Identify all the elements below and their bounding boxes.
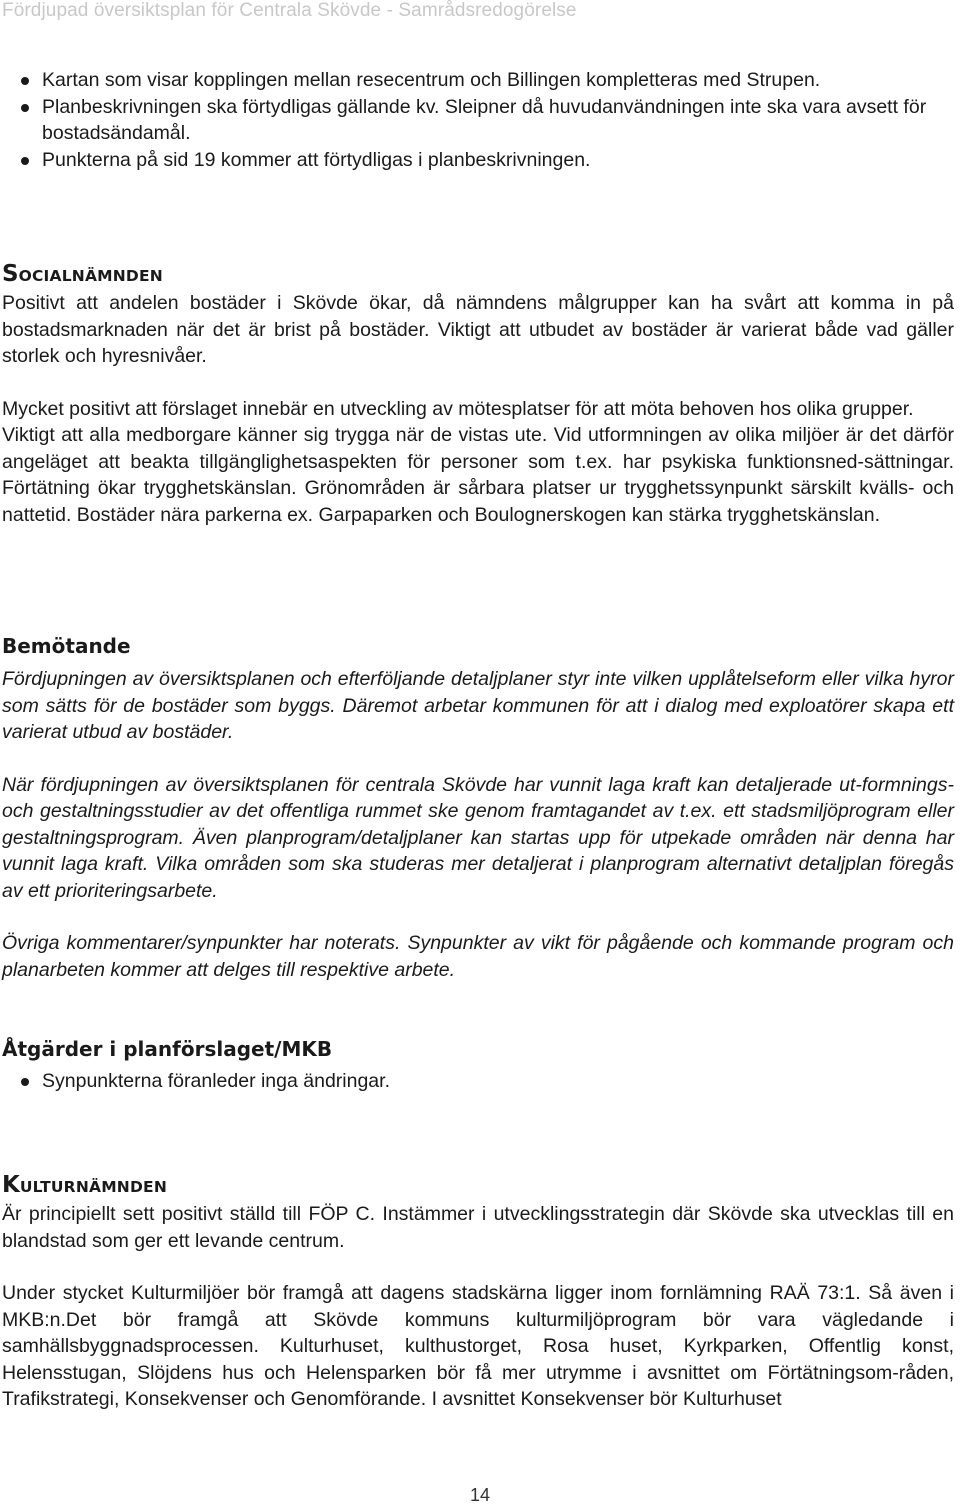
paragraph: Under stycket Kulturmiljöer bör framgå att dagens stadskärna ligger inom fornlämning RAÄ 73:1. Så även i MKB:n.Det bör framgå att Skövde kommuns kulturmiljöprogram bör vara vägledande i samhällsbyggnadsprocessen. Kulturhuset, kulthustorget, Rosa huset, Kyrkparken, Offentlig konst, Helensstugan, Slöjdens hus och Helensparken bör få mer utrymme i avsnittet om Förtätningsom-råden, Trafikstrategi, Konsekvenser och Genomförande. I avsnittet Konsekvenser bör Kulturhuset bbox=[2, 1282, 954, 1410]
paragraph: Övriga kommentarer/synpunkter har noterats. Synpunkter av vikt för pågående och kommande program och planarbeten kommer att delges till respektive arbete. bbox=[2, 932, 954, 981]
section-socialnamnden bbox=[2, 262, 954, 528]
section-bemotande bbox=[2, 634, 954, 983]
intro-bullet-list bbox=[2, 67, 954, 173]
paragraph: Viktigt att alla medborgare känner sig trygga när de vistas ute. Vid utformningen av olika miljöer är det därför angeläget att beakta tillgänglighetsaspekten för personer som t.ex. har psykiska funktionsned-sättningar. Förtätning ökar trygghetskänslan. Grönområden är sårbara platser ur trygghetssynpunkt särskilt kvälls- och nattetid. Bostäder nära parkerna ex. Garpaparken och Boulognerskogen kan stärka trygghetskänslan. bbox=[2, 424, 954, 526]
paragraph: Är principiellt sett positivt ställd till FÖP C. Instämmer i utvecklingsstrategin där Skövde ska utvecklas till en blandstad som ger ett levande centrum. bbox=[2, 1203, 954, 1252]
paragraph: Mycket positivt att förslaget innebär en utveckling av mötesplatser för att möta behoven hos olika grupper. bbox=[2, 397, 914, 420]
list-item: Synpunkterna föranleder inga ändringar. bbox=[2, 1068, 954, 1095]
running-header: Fördjupad översiktsplan för Centrala Skövde - Samrådsredogörelse bbox=[2, 0, 577, 21]
section-atgarder bbox=[2, 1037, 954, 1095]
section-kulturnamnden bbox=[2, 1173, 954, 1413]
list-item: Kartan som visar kopplingen mellan resecentrum och Billingen kompletteras med Strupen. bbox=[2, 67, 954, 94]
list-item: Planbeskrivningen ska förtydligas gällande kv. Sleipner då huvudanvändningen inte ska vara avsett för bostadsändamål. bbox=[2, 94, 954, 147]
section-heading: SOCIALNÄMNDEN bbox=[2, 261, 163, 287]
paragraph: Fördjupningen av översiktsplanen och efterföljande detaljplaner styr inte vilken upplåtelseform eller vilka hyror som sätts för de bostäder som byggs. Däremot arbetar kommunen för att i dialog med exploatörer skapa ett varierat utbud av bostäder. bbox=[2, 668, 954, 743]
paragraph: När fördjupningen av översiktsplanen för centrala Skövde har vunnit laga kraft kan detaljerade ut-formnings- och gestaltningsstudier av det offentliga rummet ske genom framtagandet av t.ex. ett stadsmiljöprogram eller gestaltningsprogram. Även planprogram/detaljplaner kan startas upp för utpekade områden när denna har vunnit laga kraft. Vilka områden som ska studeras mer detaljerat i planprogram alternativt detaljplan föregås av ett prioriteringsarbete. bbox=[2, 773, 954, 902]
section-heading: KULTURNÄMNDEN bbox=[2, 1172, 168, 1198]
list-item: Punkterna på sid 19 kommer att förtydligas i planbeskrivningen. bbox=[2, 147, 954, 174]
section-heading: Åtgärder i planförslaget/MKB bbox=[2, 1037, 333, 1061]
paragraph: Positivt att andelen bostäder i Skövde ökar, då nämndens målgrupper kan ha svårt att komma in på bostadsmarknaden när det är brist på bostäder. Viktigt att utbudet av bostäder är varierat både vad gäller storlek och hyresnivåer. bbox=[2, 292, 954, 367]
section-heading: Bemötande bbox=[2, 634, 131, 658]
page-number: 14 bbox=[469, 1485, 491, 1505]
atgarder-bullet-list bbox=[2, 1068, 954, 1095]
